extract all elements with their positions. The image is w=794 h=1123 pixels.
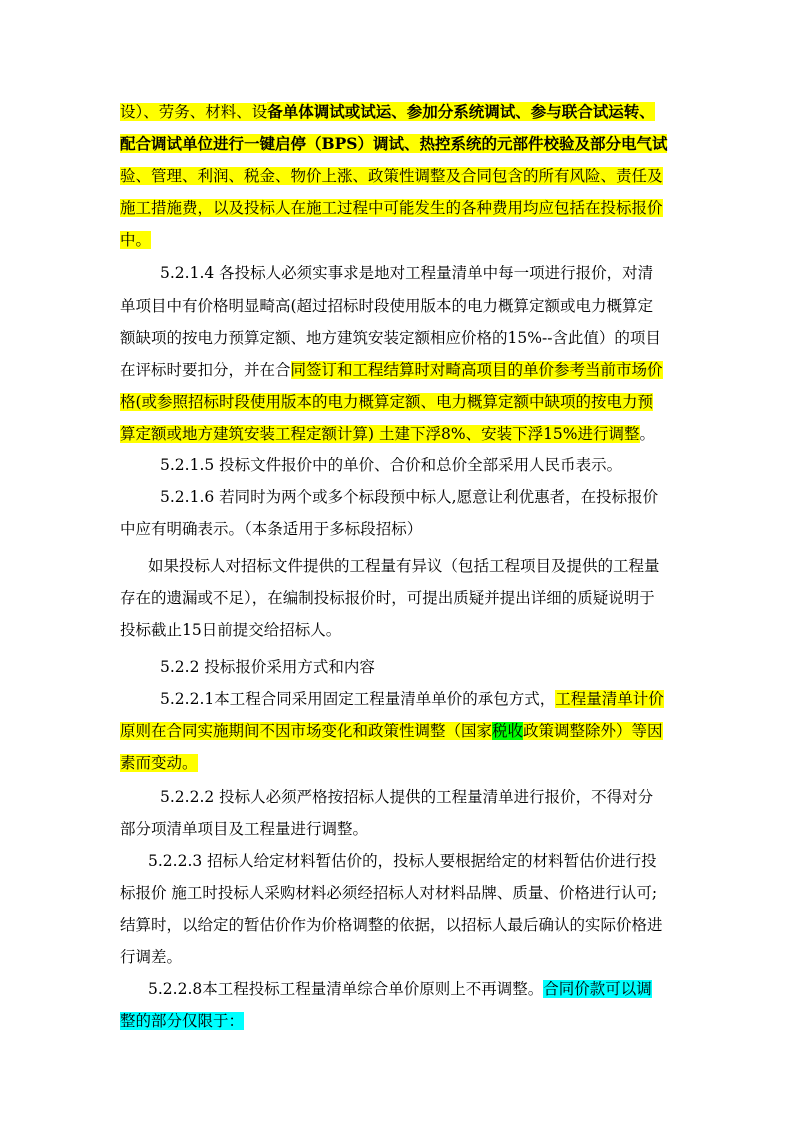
text-line <box>120 582 655 614</box>
text-line <box>160 651 375 683</box>
text-line <box>120 386 653 418</box>
text-line <box>120 1005 244 1037</box>
text-line <box>120 128 667 160</box>
highlighted-text: 政策调整除外）等因 <box>523 722 663 740</box>
highlighted-text: 工程量清单计价 <box>555 690 664 708</box>
text-run: 单项目中有价格明显畸高(超过招标时段使用版本的电力概算定额或电力概算定 <box>120 297 654 315</box>
highlighted-text: 验、管理、利润、税金、物价上涨、政策性调整及合同包含的所有风险、责任及 <box>120 167 663 185</box>
text-run: 行调差。 <box>120 948 183 966</box>
text-run: 投标截止15日前提交给招标人。 <box>120 621 342 639</box>
text-line <box>120 160 663 192</box>
text-run: 部分项清单项目及工程量进行调整。 <box>120 820 369 838</box>
text-line <box>120 322 661 354</box>
text-line <box>120 813 368 845</box>
text-line <box>120 747 198 779</box>
highlighted-text: 配合调试单位进行一键启停（BPS）调试、热控系统的元部件校验及部分电气试 <box>120 134 668 153</box>
highlighted-text: 设）、劳务、材料、设 <box>120 103 268 121</box>
text-line <box>160 449 622 481</box>
text-run: 5.2.2.8本工程投标工程量清单综合单价原则上不再调整。 <box>148 980 544 998</box>
text-line <box>120 513 422 545</box>
text-run: 5.2.1.4 各投标人必须实事求是地对工程量清单中每一项进行报价，对清 <box>160 264 654 282</box>
text-run: 中应有明确表示。（本条适用于多标段招标） <box>120 520 423 538</box>
highlighted-text: 同签订和工程结算时对畸高项目的单价参考当前市场价 <box>290 361 663 379</box>
text-line <box>120 877 657 909</box>
text-line <box>120 614 341 646</box>
text-line <box>160 257 653 289</box>
highlighted-text: 原则在合同实施期间不因市场变化和政策性调整（国家 <box>120 722 493 740</box>
highlighted-text: 备单体调试或试运、参加分系统调试、参与联合试运转、 <box>267 102 655 121</box>
text-run: 5.2.2.2 投标人必须严格按招标人提供的工程量清单进行报价，不得对分 <box>160 788 654 806</box>
text-line <box>160 683 664 715</box>
highlighted-text: 中。 <box>120 231 152 249</box>
text-run: 额缺项的按电力预算定额、地方建筑安装定额相应价格的15%--含此值）的项目 <box>120 329 661 347</box>
text-run: 5.2.2.1本工程合同采用固定工程量清单单价的承包方式， <box>160 690 556 708</box>
text-run: 5.2.2 投标报价采用方式和内容 <box>160 658 375 676</box>
text-run: 在评标时要扣分，并在合 <box>120 361 291 379</box>
highlighted-text: 施工措施费，以及投标人在施工过程中可能发生的各种费用均应包括在投标报价 <box>120 199 663 217</box>
highlighted-text: 格(或参照招标时段使用版本的电力概算定额、电力概算定额中缺项的按电力预 <box>120 393 654 411</box>
highlighted-text: 素而变动。 <box>120 754 198 772</box>
text-line <box>148 550 660 582</box>
text-line <box>148 845 657 877</box>
text-run: 5.2.1.6 若同时为两个或多个标段预中标人,愿意让利优惠者，在投标报价 <box>160 488 659 506</box>
text-line <box>120 715 663 747</box>
text-line <box>120 96 655 128</box>
text-run: 。 <box>639 425 656 443</box>
highlighted-text: 算定额或地方建筑安装工程定额计算) 土建下浮8%、安装下浮15%进行调整 <box>120 425 640 443</box>
text-run: 结算时，以给定的暂估价作为价格调整的依据，以招标人最后确认的实际价格进 <box>120 916 663 934</box>
highlighted-text: 合同价款可以调 <box>543 980 652 998</box>
text-run: 5.2.1.5 投标文件报价中的单价、合价和总价全部采用人民币表示。 <box>160 456 623 474</box>
text-line <box>120 354 663 386</box>
highlighted-text: 整的部分仅限于： <box>120 1012 245 1030</box>
text-line <box>160 481 658 513</box>
highlighted-text: 税收 <box>492 722 524 740</box>
text-line <box>120 941 182 973</box>
text-line <box>120 290 653 322</box>
text-line <box>160 781 653 813</box>
text-line <box>120 418 655 450</box>
text-line <box>120 909 663 941</box>
text-run: 5.2.2.3 招标人给定材料暂估价的，投标人要根据给定的材料暂估价进行投 <box>148 852 657 870</box>
text-run: 标报价 施工时投标人采购材料必须经招标人对材料品牌、质量、价格进行认可; <box>120 884 658 902</box>
text-line <box>148 973 652 1005</box>
text-run: 如果投标人对招标文件提供的工程量有异议（包括工程项目及提供的工程量 <box>148 557 660 575</box>
text-line <box>120 224 151 256</box>
text-run: 存在的遗漏或不足），在编制投标报价时，可提出质疑并提出详细的质疑说明于 <box>120 589 655 607</box>
text-line <box>120 192 663 224</box>
